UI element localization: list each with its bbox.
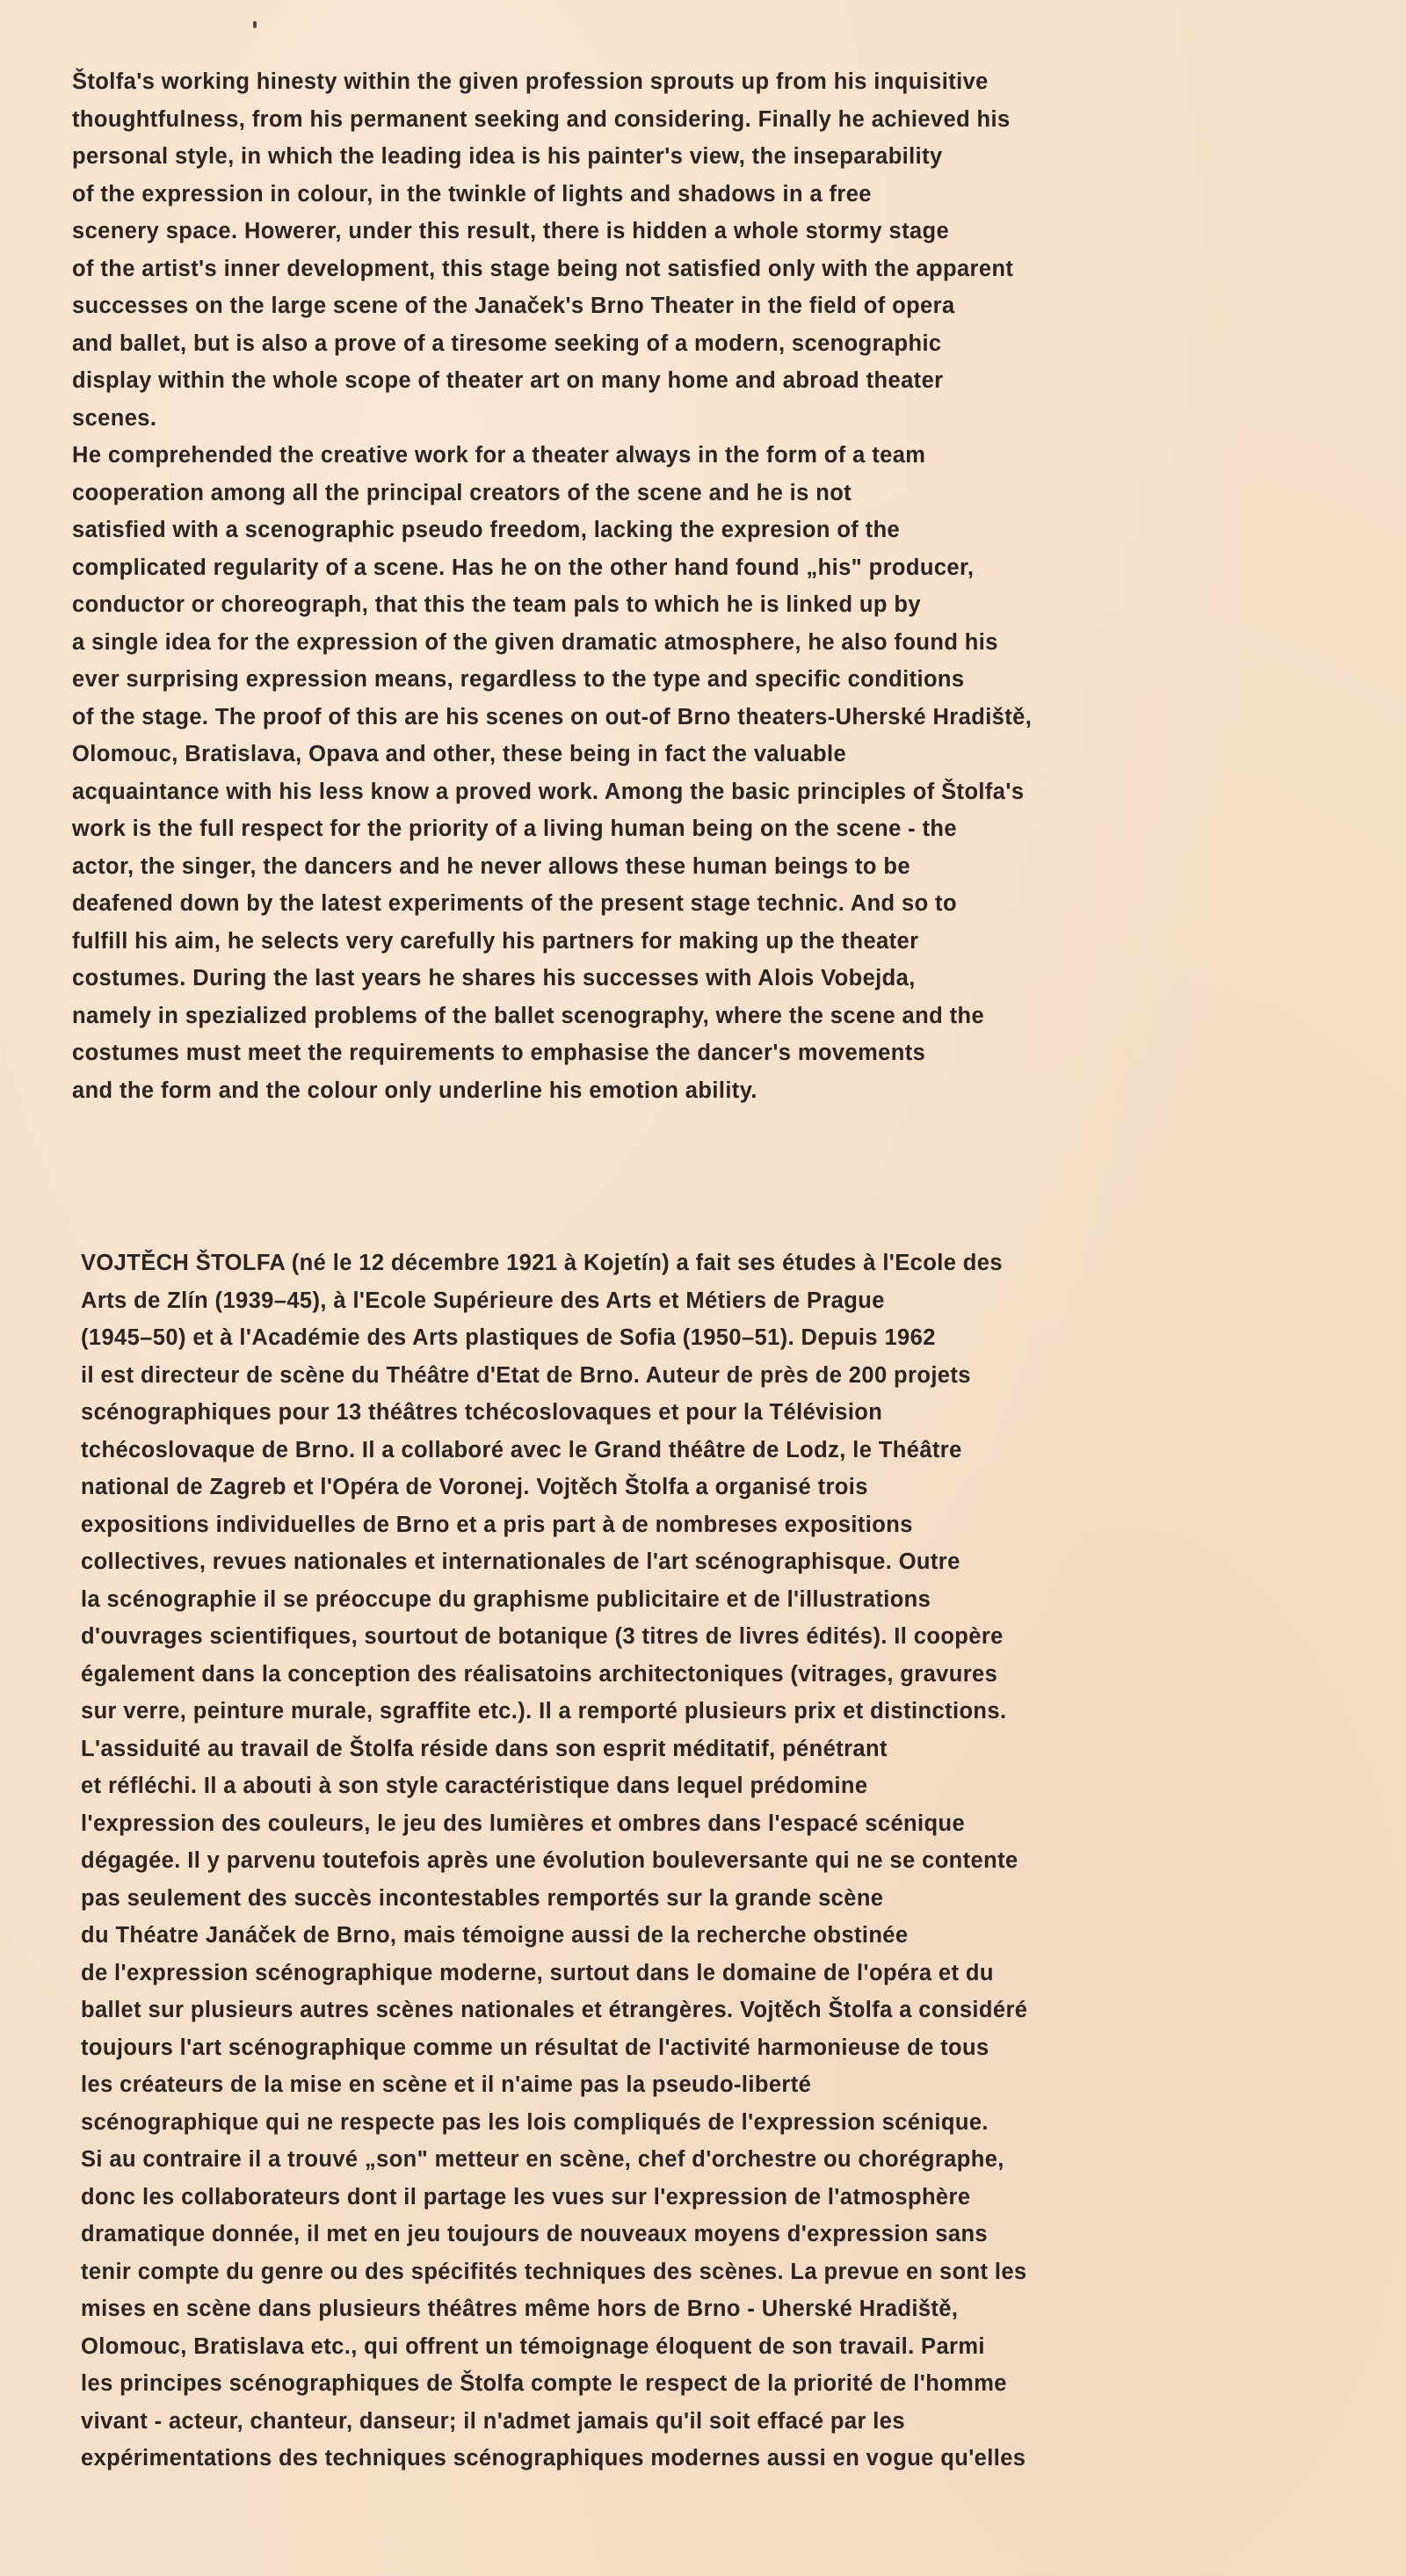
text-line: scénographiques pour 13 théâtres tchécoslovaques et pour la Télévision xyxy=(81,1400,883,1425)
text-line: dramatique donnée, il met en jeu toujours de nouveaux moyens d'expression sans xyxy=(81,2222,989,2246)
text-line: He comprehended the creative work for a theater always in the form of a team xyxy=(72,443,926,468)
text-line: ever surprising expression means, regardless to the type and specific conditions xyxy=(72,667,965,692)
text-line: acquaintance with his less know a proved work. Among the basic principles of Štolfa's xyxy=(72,779,1025,804)
text-line: of the expression in colour, in the twinkle of lights and shadows in a free xyxy=(72,181,872,207)
text-line: de l'expression scénographique moderne, surtout dans le domaine de l'opéra et du xyxy=(81,1960,994,1985)
text-line: l'expression des couleurs, le jeu des lumières et ombres dans l'espacé scénique xyxy=(81,1810,966,1836)
text-line: conductor or choreograph, that this the team pals to which he is linked up by xyxy=(72,592,921,617)
text-line: L'assiduité au travail de Štolfa réside dans son esprit méditatif, pénétrant xyxy=(81,1736,888,1761)
text-line: Si au contraire il a trouvé „son" metteur en scène, chef d'orchestre ou chorégraphe, xyxy=(81,2147,1004,2172)
text-line: et réfléchi. Il a abouti à son style caractéristique dans lequel prédomine xyxy=(81,1774,868,1798)
text-line: of the artist's inner development, this stage being not satisfied only with the apparent xyxy=(72,256,1014,281)
text-line: (1945–50) et à l'Académie des Arts plastiques de Sofia (1950–51). Depuis 1962 xyxy=(81,1325,936,1350)
text-line: national de Zagreb et l'Opéra de Voronej. Vojtěch Štolfa a organisé trois xyxy=(81,1475,868,1499)
text-line: expositions individuelles de Brno et a pris part à de nombreses expositions xyxy=(81,1512,913,1537)
text-line: mises en scène dans plusieurs théâtres même hors de Brno - Uherské Hradiště, xyxy=(81,2297,959,2321)
text-line: également dans la conception des réalisatoins architectoniques (vitrages, gravures xyxy=(81,1661,998,1687)
text-line: d'ouvrages scientifiques, sourtout de botanique (3 titres de livres édités). Il coopère xyxy=(81,1624,1004,1649)
text-line: la scénographie il se préoccupe du graphisme publicitaire et de l'illustrations xyxy=(81,1586,931,1612)
french-text-block xyxy=(81,1244,1027,2478)
text-line: tenir compte du genre ou des spécifités techniques des scènes. La prevue en sont les xyxy=(81,2259,1027,2284)
text-line: costumes must meet the requirements to emphasise the dancer's movements xyxy=(72,1041,926,1065)
text-line: and the form and the colour only underline his emotion ability. xyxy=(72,1078,757,1103)
text-line: Arts de Zlín (1939–45), à l'Ecole Supérieure des Arts et Métiers de Prague xyxy=(81,1288,885,1313)
text-line: personal style, in which the leading idea is his painter's view, the inseparability xyxy=(72,144,943,169)
text-line: ballet sur plusieurs autres scènes nationales et étrangères. Vojtěch Štolfa a considéré xyxy=(81,1998,1028,2022)
text-line: Olomouc, Bratislava etc., qui offrent un témoignage éloquent de son travail. Parmi xyxy=(81,2333,985,2359)
text-line: dégagée. Il y parvenu toutefois après une évolution bouleversante qui ne se contente xyxy=(81,1848,1018,1873)
text-line: a single idea for the expression of the given dramatic atmosphere, he also found his xyxy=(72,629,998,655)
text-line: namely in spezialized problems of the ballet scenography, where the scene and the xyxy=(72,1003,985,1028)
text-line: Štolfa's working hinesty within the given profession sprouts up from his inquisitive xyxy=(72,69,989,94)
text-line: deafened down by the latest experiments of the present stage technic. And so to xyxy=(72,891,957,916)
text-line: cooperation among all the principal creators of the scene and he is not xyxy=(72,480,852,505)
text-line: costumes. During the last years he shares his successes with Alois Vobejda, xyxy=(72,966,916,990)
english-text-block xyxy=(72,63,1032,1109)
text-line: il est directeur de scène du Théâtre d'Etat de Brno. Auteur de près de 200 projets xyxy=(81,1362,971,1388)
text-line: expérimentations des techniques scénographiques modernes aussi en vogue qu'elles xyxy=(81,2446,1026,2471)
text-line: actor, the singer, the dancers and he never allows these human beings to be xyxy=(72,853,910,879)
text-line: du Théatre Janáček de Brno, mais témoigne aussi de la recherche obstinée xyxy=(81,1923,909,1948)
text-line: complicated regularity of a scene. Has he on the other hand found „his" producer, xyxy=(72,555,975,580)
text-line: work is the full respect for the priority of a living human being on the scene - the xyxy=(72,816,957,841)
paper-speck xyxy=(253,21,257,28)
text-line: successes on the large scene of the Janaček's Brno Theater in the field of opera xyxy=(72,294,955,318)
text-line: tchécoslovaque de Brno. Il a collaboré avec le Grand théâtre de Lodz, le Théâtre xyxy=(81,1437,962,1462)
text-line: of the stage. The proof of this are his scenes on out-of Brno theaters-Uherské Hradiště, xyxy=(72,704,1033,729)
text-line: Olomouc, Bratislava, Opava and other, these being in fact the valuable xyxy=(72,742,847,766)
text-line: and ballet, but is also a prove of a tiresome seeking of a modern, scenographic xyxy=(72,330,942,356)
text-line: fulfill his aim, he selects very carefully his partners for making up the theater xyxy=(72,928,919,954)
text-line: thoughtfulness, from his permanent seeking and considering. Finally he achieved his xyxy=(72,106,1011,132)
text-line: collectives, revues nationales et internationales de l'art scénographisque. Outre xyxy=(81,1549,960,1574)
text-line: pas seulement des succès incontestables remportés sur la grande scène xyxy=(81,1885,884,1911)
text-line: satisfied with a scenographic pseudo freedom, lacking the expresion of the xyxy=(72,518,901,542)
text-line: vivant - acteur, chanteur, danseur; il n'admet jamais qu'il soit effacé par les xyxy=(81,2408,905,2434)
text-line: scenes. xyxy=(72,405,157,431)
text-line: donc les collaborateurs dont il partage les vues sur l'expression de l'atmosphère xyxy=(81,2184,971,2210)
text-line: les créateurs de la mise en scène et il n'aime pas la pseudo-liberté xyxy=(81,2072,812,2097)
text-line: sur verre, peinture murale, sgraffite etc.). Il a remporté plusieurs prix et distinctions. xyxy=(81,1699,1007,1723)
text-line: les principes scénographiques de Štolfa compte le respect de la priorité de l'homme xyxy=(81,2371,1007,2396)
text-line: toujours l'art scénographique comme un résultat de l'activité harmonieuse de tous xyxy=(81,2035,989,2060)
text-line: VOJTĚCH ŠTOLFA (né le 12 décembre 1921 à Kojetín) a fait ses études à l'Ecole des xyxy=(81,1251,1003,1275)
text-line: display within the whole scope of theater art on many home and abroad theater xyxy=(72,368,944,393)
text-line: scenery space. Howerer, under this result, there is hidden a whole stormy stage xyxy=(72,219,950,243)
text-line: scénographique qui ne respecte pas les lois compliqués de l'expression scénique. xyxy=(81,2109,989,2135)
